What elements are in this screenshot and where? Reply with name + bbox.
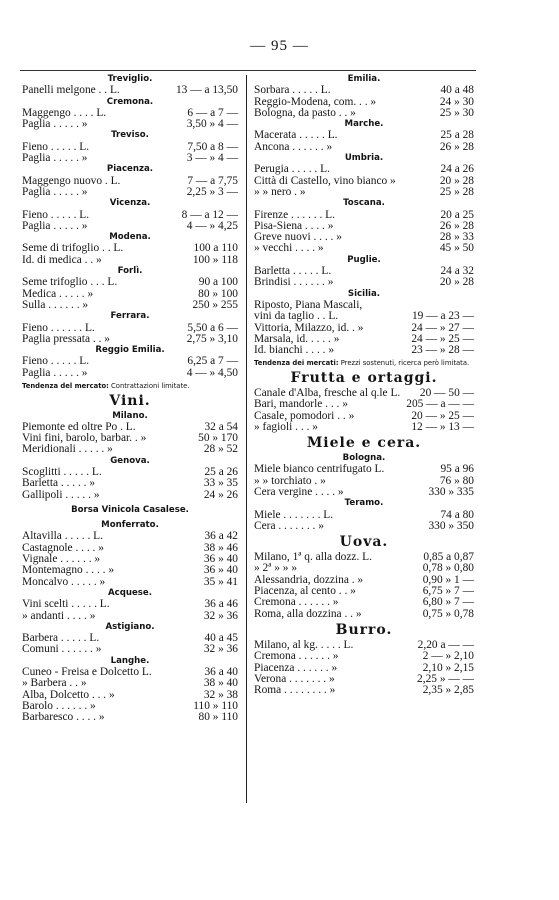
price-value: 2 — » 2,10 <box>422 650 474 663</box>
item-label: Vignale . . . . . . » <box>22 554 101 566</box>
section-heading: Genova. <box>110 455 150 466</box>
section-heading: Sicilia. <box>347 288 381 299</box>
price-value: 100 » 118 <box>192 253 238 266</box>
price-value: 24 — » 25 — <box>411 332 474 345</box>
price-value: 38 » 46 <box>203 541 238 554</box>
item-label: Milano, al kg. . . . . L. <box>254 639 354 651</box>
category-title: Uova. <box>339 534 389 551</box>
item-label: Gallipoli . . . . . » <box>22 489 100 501</box>
item-label: Barbera . . . . . L. <box>22 633 100 645</box>
item-label: Comuni . . . . . . » <box>22 644 102 656</box>
price-value: 2,25 » — — <box>417 672 474 685</box>
item-label: Panelli melgone . . L. <box>22 85 120 97</box>
price-value: 80 » 110 <box>198 711 238 724</box>
item-label: Paglia . . . . . » <box>22 367 88 379</box>
category-title: Frutta e ortaggi. <box>290 369 438 386</box>
item-label: Maggengo . . . . L. <box>22 107 107 119</box>
item-label: Pisa-Siena . . . . » <box>254 220 334 232</box>
price-value: 330 » 350 <box>428 519 474 532</box>
column-divider <box>246 75 247 803</box>
price-row <box>254 187 474 198</box>
item-label: Bologna, da pasto . . » <box>254 107 356 119</box>
price-row <box>254 345 474 356</box>
section-heading: Vicenza. <box>109 198 151 209</box>
item-label: Montemagno . . . . » <box>22 565 115 577</box>
price-value: 32 » 36 <box>203 643 238 656</box>
price-row <box>22 153 238 164</box>
price-value: 24 a 26 <box>440 163 474 176</box>
price-value: 5,50 a 6 — <box>187 321 238 334</box>
price-value: 100 a 110 <box>193 242 238 255</box>
item-label: Barolo . . . . . . » <box>22 700 96 712</box>
item-label: Seme trifoglio . . . L. <box>22 277 118 289</box>
item-label: Riposto, Piana Mascali, <box>254 299 363 311</box>
market-trend-note <box>254 359 474 368</box>
left-column <box>22 74 238 724</box>
price-value: 2,25 » 3 — <box>186 185 238 198</box>
price-value: 36 » 40 <box>203 564 238 577</box>
item-label: Barletta . . . . . » <box>22 478 96 490</box>
price-value: 24 a 32 <box>440 265 474 278</box>
price-value: 40 a 48 <box>440 84 474 97</box>
item-label: Id. di medica . . » <box>22 254 102 266</box>
section-heading: Piacenza. <box>106 164 154 175</box>
note-label: Tendenza dei mercati: <box>254 359 339 368</box>
price-value: 32 a 54 <box>204 420 238 433</box>
price-value: 7 — a 7,75 <box>187 174 238 187</box>
section-heading: Treviglio. <box>107 74 153 84</box>
item-label: Cremona . . . . . . » <box>254 651 339 663</box>
item-label: Vini fini, barolo, barbar. . » <box>22 433 147 445</box>
price-value: 28 » 52 <box>203 443 238 456</box>
price-value: 6,80 » 7 — <box>422 596 474 609</box>
item-label: Barbaresco . . . . » <box>22 712 105 724</box>
item-label: Roma . . . . . . . . » <box>254 685 336 697</box>
price-value: 2,75 » 3,10 <box>186 332 238 345</box>
price-value: 36 a 42 <box>204 530 238 543</box>
item-label: Barletta . . . . . L. <box>254 266 332 278</box>
item-label: Miele bianco centrifugato L. <box>254 464 385 476</box>
section-heading: Cremona. <box>106 96 154 107</box>
item-label: Paglia . . . . . » <box>22 153 88 165</box>
price-value: 20 — 50 — <box>419 386 474 399</box>
price-value: 26 » 28 <box>439 140 474 153</box>
section-heading: Borsa Vinicola Casalese. <box>71 504 189 515</box>
price-row <box>22 490 238 501</box>
price-value: 25 » 30 <box>439 106 474 119</box>
item-label: Piemonte ed oltre Po . L. <box>22 421 136 433</box>
item-label: Meridionali . . . . . » <box>22 444 113 456</box>
price-row <box>254 651 474 662</box>
price-value: 74 a 80 <box>440 508 474 521</box>
price-value: 24 » 30 <box>439 95 474 108</box>
price-value: 25 a 28 <box>440 129 474 142</box>
price-value: 8 — a 12 — <box>181 208 238 221</box>
price-value: 36 a 40 <box>204 666 238 679</box>
price-value: 28 » 33 <box>439 231 474 244</box>
item-label: Piacenza, al cento . . » <box>254 586 356 598</box>
item-label: Ancona . . . . . . » <box>254 141 333 153</box>
section-heading: Treviso. <box>111 130 149 141</box>
item-label: Altavilla . . . . . L. <box>22 531 103 543</box>
item-label: » andanti . . . . » <box>22 610 96 622</box>
price-value: 32 » 36 <box>203 609 238 622</box>
section-heading: Bologna. <box>342 453 386 464</box>
price-value: 205 — a — — <box>406 398 474 411</box>
price-row <box>254 142 474 153</box>
item-label: Id. bianchi . . . . » <box>254 345 335 357</box>
price-row <box>254 164 474 175</box>
item-label: » vecchi . . . . » <box>254 243 324 255</box>
item-label: Paglia pressata . . » <box>22 333 110 345</box>
price-row <box>22 577 238 588</box>
price-value: 4 — » 4,25 <box>186 219 238 232</box>
price-row <box>254 597 474 608</box>
item-label: Cera vergine . . . . » <box>254 487 344 498</box>
item-label: Fieno . . . . . L. <box>22 209 90 221</box>
price-row <box>22 678 238 689</box>
price-row <box>22 565 238 576</box>
item-label: Maggengo nuovo . L. <box>22 175 121 187</box>
price-value: 20 » 28 <box>439 174 474 187</box>
item-label: Reggio-Modena, com. . . » <box>254 96 377 108</box>
item-label: Moncalvo . . . . . » <box>22 576 106 588</box>
page-number: — 95 — <box>250 38 309 54</box>
section-heading: Marche. <box>344 119 384 130</box>
category-title: Vini. <box>109 392 151 409</box>
item-label: Vittoria, Milazzo, id. . » <box>254 322 364 334</box>
price-row <box>254 685 474 696</box>
price-value: 330 » 335 <box>428 486 474 498</box>
price-row <box>254 399 474 410</box>
price-value: 0,85 a 0,87 <box>423 551 474 564</box>
price-row <box>22 187 238 198</box>
section-heading: Puglie. <box>347 254 381 265</box>
section-heading: Ferrara. <box>110 311 150 322</box>
price-row <box>22 611 238 622</box>
price-value: 24 — » 27 — <box>411 321 474 334</box>
item-label: Scoglitti . . . . . L. <box>22 467 102 478</box>
price-value: 25 a 26 <box>204 466 238 478</box>
price-row <box>254 277 474 288</box>
item-label: Firenze . . . . . . L. <box>254 209 335 221</box>
price-value: 36 » 40 <box>203 553 238 566</box>
item-label: » 2ª » » » <box>254 563 298 575</box>
section-heading: Milano. <box>112 410 148 421</box>
price-value: 76 » 80 <box>439 474 474 487</box>
top-rule <box>20 70 476 71</box>
price-value: 45 » 50 <box>439 242 474 255</box>
price-row <box>22 277 238 288</box>
price-value: 110 » 110 <box>193 699 238 712</box>
item-label: Cremona . . . . . . » <box>254 597 339 609</box>
price-value: 36 a 46 <box>204 598 238 611</box>
item-label: Alba, Dolcetto . . . » <box>22 689 115 701</box>
price-value: 90 a 100 <box>198 276 238 289</box>
section-heading: Teramo. <box>344 498 384 509</box>
price-row <box>254 487 474 498</box>
price-value: 33 » 35 <box>203 477 238 490</box>
price-row <box>254 521 474 532</box>
price-row <box>22 221 238 232</box>
price-value: 20 — » 25 — <box>411 409 474 422</box>
right-column <box>254 74 474 696</box>
price-row <box>254 609 474 620</box>
section-heading: Monferrato. <box>101 520 159 531</box>
price-row <box>254 464 474 475</box>
item-label: Sulla . . . . . . » <box>22 299 89 311</box>
item-label: Paglia . . . . . » <box>22 119 88 131</box>
price-value: 2,35 » 2,85 <box>422 684 474 697</box>
item-label: Cuneo - Freisa e Dolcetto L. <box>22 667 152 679</box>
price-row <box>254 243 474 254</box>
price-value: 2,10 » 2,15 <box>422 661 474 674</box>
price-value: 20 » 28 <box>439 276 474 289</box>
item-label: Fieno . . . . . . L. <box>22 322 95 334</box>
price-value: 50 » 170 <box>198 432 238 445</box>
price-value: 35 » 41 <box>203 575 238 588</box>
item-label: Cera . . . . . . . » <box>254 520 324 532</box>
item-label: » » nero . » <box>254 186 306 198</box>
item-label: Fieno . . . . . L. <box>22 356 90 368</box>
price-row <box>22 599 238 610</box>
item-label: Macerata . . . . . L. <box>254 130 338 142</box>
item-label: » » torchiato . » <box>254 475 326 487</box>
section-heading: Astigiano. <box>105 621 155 632</box>
price-value: 3 — » 4 — <box>186 152 238 165</box>
item-label: » Barbera . . » <box>22 678 87 690</box>
price-value: 0,90 » 1 — <box>422 573 474 586</box>
item-label: Canale d'Alba, fresche al q.le L. <box>254 387 401 399</box>
section-heading: Langhe. <box>110 655 150 666</box>
price-row <box>22 300 238 311</box>
price-value: 6,25 a 7 — <box>187 355 238 368</box>
item-label: » fagioli . . . » <box>254 421 318 433</box>
item-label: Bari, mandorle . . . » <box>254 399 348 411</box>
item-label: Verona . . . . . . . » <box>254 673 335 685</box>
price-row <box>22 85 238 96</box>
price-value: 4 — » 4,50 <box>186 366 238 379</box>
price-value: 2,20 a — — <box>417 638 474 651</box>
category-title: Miele e cera. <box>306 435 422 452</box>
price-value: 250 » 255 <box>192 298 238 311</box>
price-row <box>22 255 238 266</box>
item-label: vini da taglio . . L. <box>254 311 339 323</box>
price-row <box>22 444 238 455</box>
price-value: 25 » 28 <box>439 185 474 198</box>
section-heading: Modena. <box>109 232 151 243</box>
item-label: Paglia . . . . . » <box>22 220 88 232</box>
item-label: Perugia . . . . . L. <box>254 164 330 176</box>
price-row <box>22 712 238 723</box>
price-row <box>22 644 238 655</box>
price-row <box>254 108 474 119</box>
item-label: Città di Castello, vino bianco » <box>254 175 396 187</box>
price-value: 95 a 96 <box>440 463 474 476</box>
price-value: 0,75 » 0,78 <box>422 607 474 620</box>
section-heading: Reggio Emilia. <box>95 345 165 356</box>
item-label: Seme di trifoglio . . L. <box>22 243 124 255</box>
item-label: Sorbara . . . . . L. <box>254 85 331 97</box>
price-value: 6,75 » 7 — <box>422 585 474 598</box>
category-title: Burro. <box>335 621 393 638</box>
item-label: Fieno . . . . . L. <box>22 141 90 153</box>
note-text: Prezzi sostenuti, ricerca però limitata. <box>338 359 470 368</box>
price-value: 19 — a 23 — <box>411 310 474 323</box>
note-label: Tendenza del mercato: <box>22 382 109 391</box>
item-label: Medica . . . . . » <box>22 288 94 300</box>
price-value: 7,50 a 8 — <box>187 140 238 153</box>
item-label: Alessandria, dozzina . » <box>254 574 364 586</box>
price-value: 6 — a 7 — <box>187 106 238 119</box>
item-label: Piacenza . . . . . . » <box>254 662 338 674</box>
price-row <box>254 311 474 322</box>
price-value: 12 — » 13 — <box>411 420 474 433</box>
section-heading: Umbria. <box>344 153 384 164</box>
price-row <box>22 119 238 130</box>
item-label: Paglia . . . . . » <box>22 186 88 198</box>
item-label: Milano, 1ª q. alla dozz. L. <box>254 552 372 564</box>
price-value: 3,50 » 4 — <box>186 118 238 131</box>
item-label: Marsala, id. . . . . » <box>254 333 340 345</box>
item-label: Casale, pomodori . . » <box>254 410 355 422</box>
price-row <box>22 368 238 379</box>
price-row <box>22 334 238 345</box>
price-value: 40 a 45 <box>204 632 238 645</box>
item-label: Vini scelti . . . . . L. <box>22 599 110 611</box>
price-value: 26 » 28 <box>439 219 474 232</box>
note-text: Contrattazioni limitate. <box>108 382 190 391</box>
price-value: 32 » 38 <box>203 688 238 701</box>
price-value: 38 » 40 <box>203 677 238 690</box>
price-value: 13 — a 13,50 <box>175 84 238 97</box>
section-heading: Toscana. <box>343 198 385 209</box>
item-label: Castagnole . . . . » <box>22 542 104 554</box>
item-label: Brindisi . . . . . . » <box>254 277 334 289</box>
market-trend-note <box>22 382 238 391</box>
section-heading: Forlì. <box>117 266 143 277</box>
price-value: 23 — » 28 — <box>411 344 474 357</box>
item-label: Miele . . . . . . . L. <box>254 509 334 521</box>
price-row <box>22 478 238 489</box>
item-label: Roma, alla dozzina . . » <box>254 608 362 620</box>
section-heading: Emilia. <box>347 74 381 84</box>
price-value: 80 » 100 <box>198 287 238 300</box>
price-value: 20 a 25 <box>440 208 474 221</box>
price-row <box>254 85 474 96</box>
section-heading: Acquese. <box>107 587 153 598</box>
item-label: Greve nuovi . . . . » <box>254 232 342 244</box>
price-value: 24 » 26 <box>203 488 238 501</box>
price-row <box>254 422 474 433</box>
price-value: 0,78 » 0,80 <box>422 562 474 575</box>
